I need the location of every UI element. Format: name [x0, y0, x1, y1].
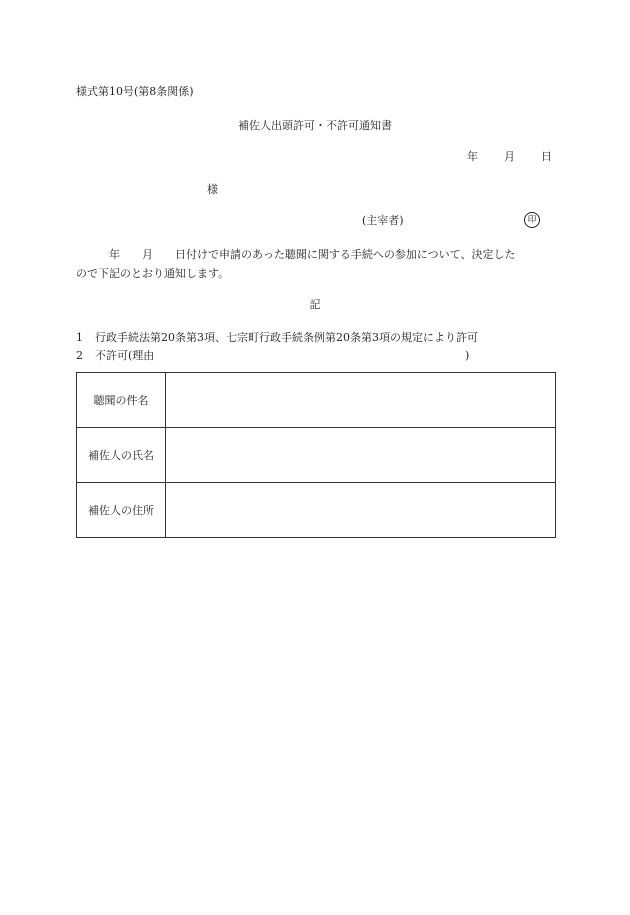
item-2-close-paren: ) — [465, 349, 470, 362]
addressee-suffix: 様 — [207, 183, 218, 196]
date-month: 月 — [504, 150, 515, 163]
item-number: 2 — [76, 349, 83, 362]
item-text: 行政手続法第20条第3項、七宗町行政手続条例第20条第3項の規定により許可 — [95, 331, 478, 344]
body-text-line-2: ので下記のとおり通知します。 — [76, 267, 230, 280]
body-text-1: 年 月 日付けで申請のあった聴聞に関する手続への参加について、決定した — [109, 248, 516, 261]
organizer-label: (主宰者) — [362, 214, 404, 227]
date-year: 年 — [467, 150, 478, 163]
list-item-1 — [76, 332, 478, 343]
date-line — [467, 151, 552, 162]
info-table — [76, 372, 556, 538]
document-title: 補佐人出頭許可・不許可通知書 — [238, 119, 392, 132]
date-day: 日 — [541, 150, 552, 163]
item-number: 1 — [76, 331, 83, 344]
seal-icon: 印 — [524, 212, 540, 228]
body-text-line-1 — [76, 249, 515, 260]
row-value — [166, 428, 556, 483]
row-value — [166, 373, 556, 428]
item-text: 不許可(理由 — [95, 349, 155, 362]
list-item-2 — [76, 350, 154, 361]
form-number: 様式第10号(第8条関係) — [76, 85, 194, 98]
row-label: 聴聞の件名 — [77, 373, 166, 428]
row-label: 補佐人の住所 — [77, 483, 166, 538]
table-row — [77, 373, 556, 428]
row-label: 補佐人の氏名 — [77, 428, 166, 483]
row-value — [166, 483, 556, 538]
ki-heading: 記 — [309, 298, 321, 311]
table-row — [77, 428, 556, 483]
table-row — [77, 483, 556, 538]
